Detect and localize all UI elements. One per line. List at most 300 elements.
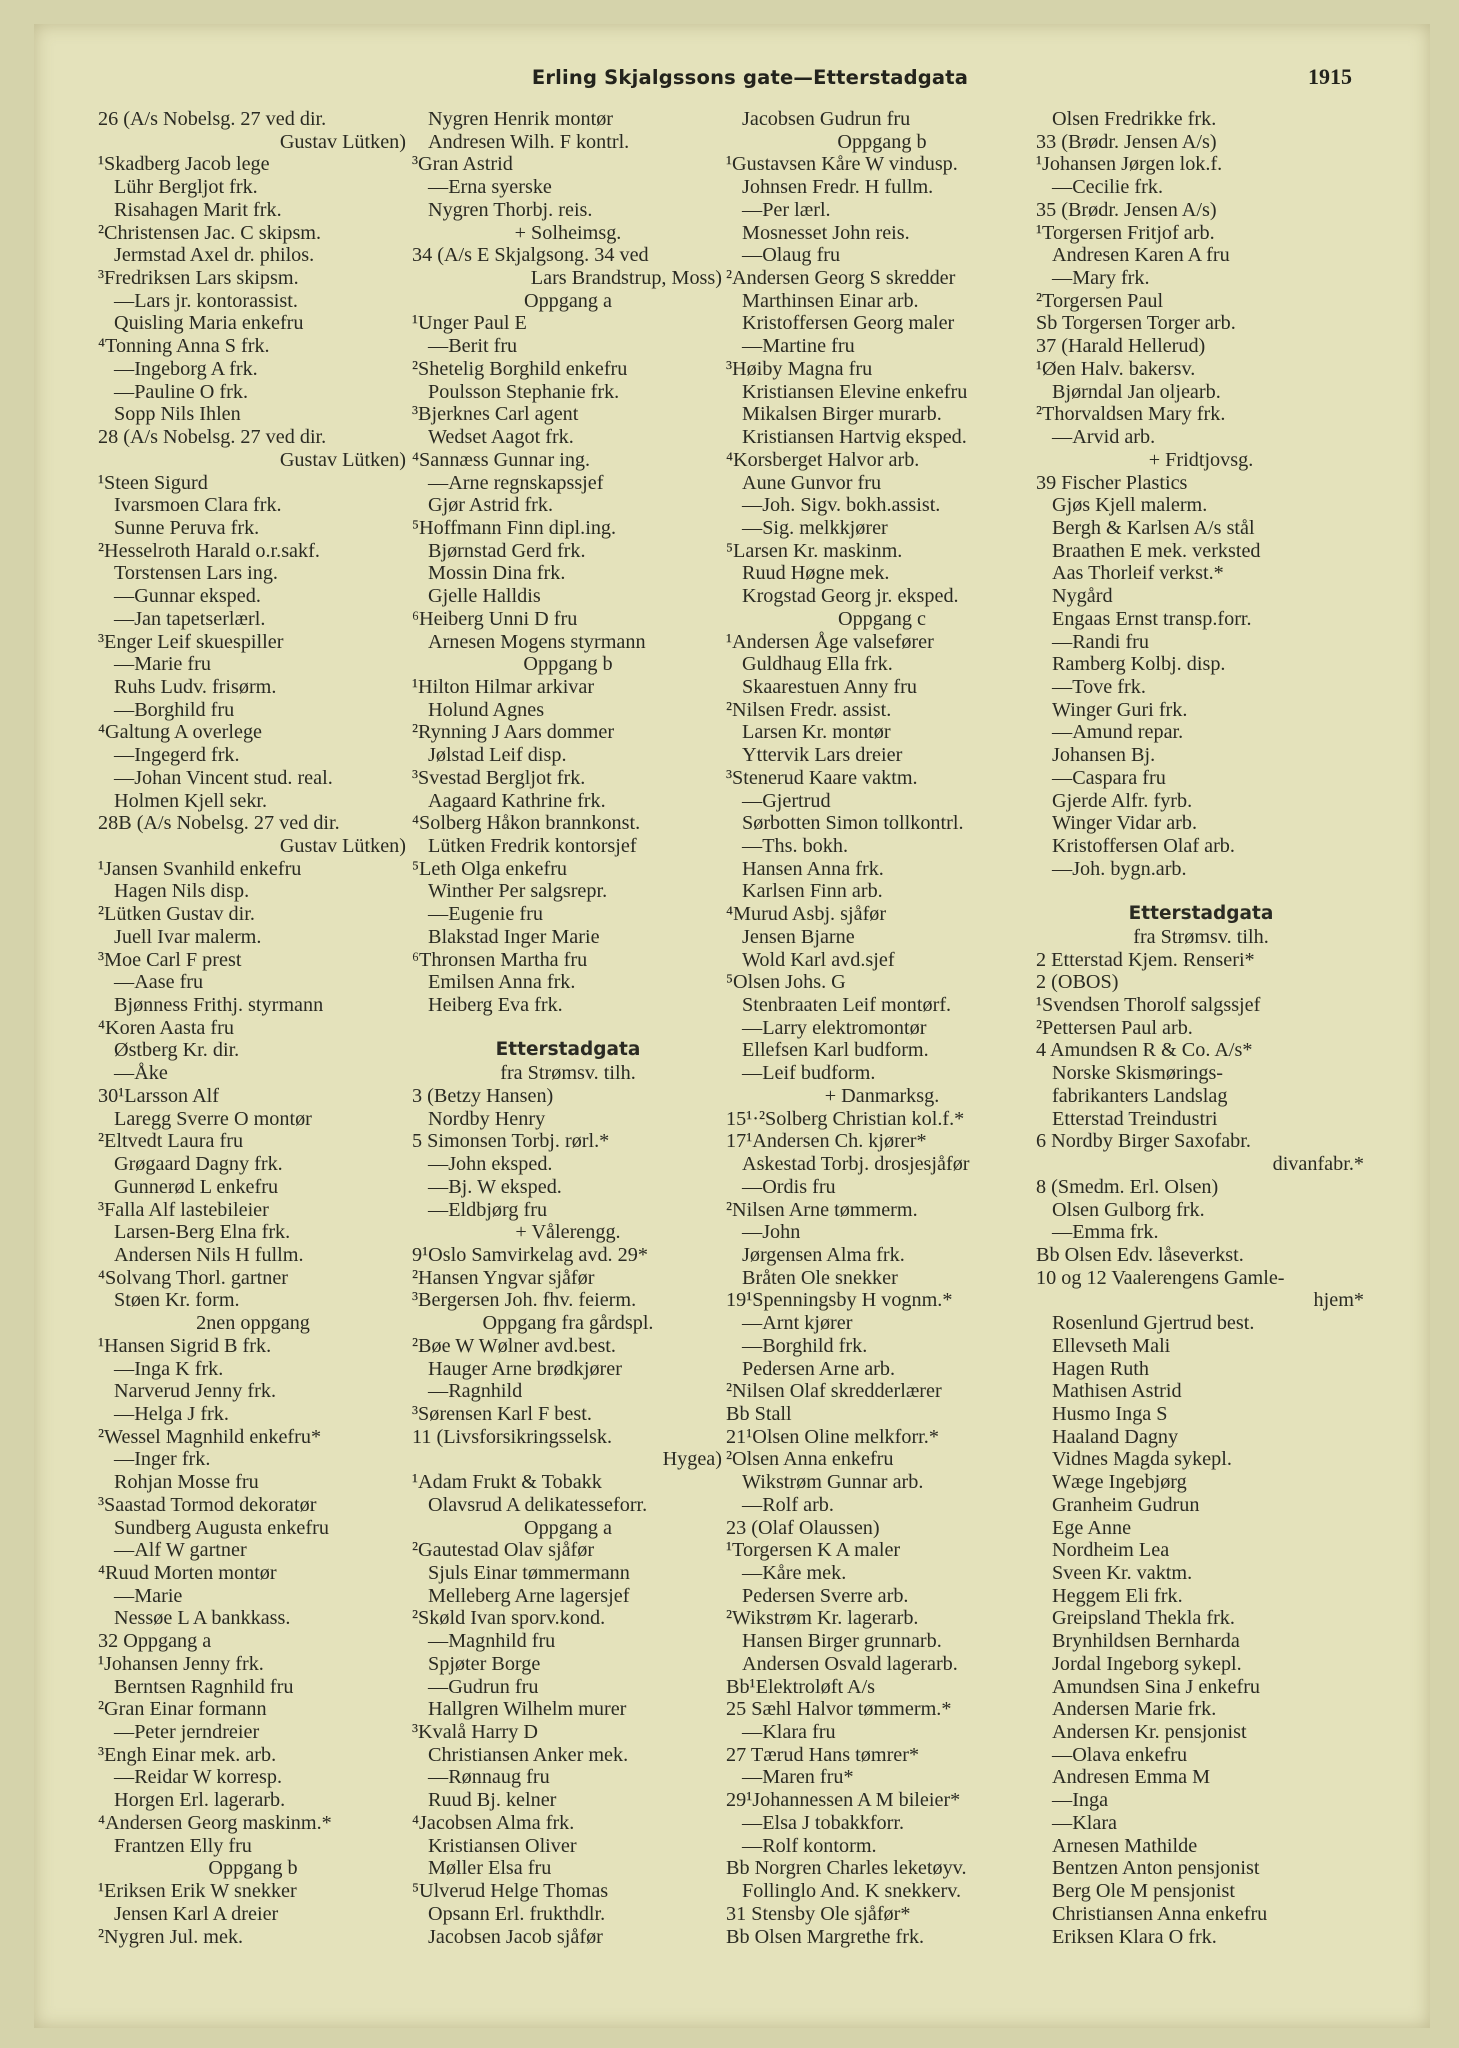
directory-entry [1036,880,1366,903]
directory-entry: hjem* [1313,1289,1364,1312]
directory-entry: ¹Hilton Hilmar arkivar [412,675,595,698]
directory-entry: —Alf W gartner [114,1539,247,1562]
directory-entry: Ivarsmoen Clara frk. [114,494,282,517]
directory-entry: Lühr Bergljot frk. [114,176,258,199]
directory-entry: Emilsen Anna frk. [428,971,576,994]
directory-entry: ²Thorvaldsen Mary frk. [1036,403,1226,426]
directory-entry: Christiansen Anker mek. [428,1743,629,1766]
directory-entry: Narverud Jenny frk. [114,1380,277,1403]
directory-entry: Oppgang b [837,130,927,153]
directory-entry: Nordheim Lea [1052,1539,1170,1562]
cross-street: + Vålerengg. [515,1221,621,1244]
directory-entry: Ramberg Kolbj. disp. [1052,653,1226,676]
directory-entry: Nessøe L A bankkass. [114,1607,291,1630]
directory-entry: —Ragnhild [428,1380,523,1403]
directory-entry: Kristiansen Elevine enkefru [742,380,968,403]
directory-entry: —Rønnaug fru [428,1766,550,1789]
directory-entry: 28 (A/s Nobelsg. 27 ved dir. [98,426,327,449]
directory-entry: Poulsson Stephanie frk. [428,380,620,403]
directory-entry: Olsen Fredrikke frk. [1052,108,1217,130]
directory-entry: 2 Etterstad Kjem. Renseri* [1036,948,1255,971]
directory-entry: ⁵Olsen Johs. G [726,971,846,994]
directory-entry: Heiberg Eva frk. [428,994,563,1017]
directory-entry: Haaland Dagny [1052,1425,1179,1448]
directory-entry: —Arne regnskapssjef [428,471,604,494]
directory-entry: Torstensen Lars ing. [114,562,278,585]
directory-entry: ²Hesselroth Harald o.r.sakf. [98,539,320,562]
directory-entry: 6 Nordby Birger Saxofabr. [1036,1130,1251,1153]
directory-entry: Spjøter Borge [428,1652,541,1675]
directory-entry: ²Nilsen Olaf skredderlærer [726,1380,942,1403]
directory-entry: Ellefsen Karl budform. [742,1039,929,1062]
directory-entry: Amundsen Sina J enkefru [1052,1675,1261,1698]
directory-entry: ³Høiby Magna fru [726,357,873,380]
directory-entry: Østberg Kr. dir. [114,1039,240,1062]
directory-entry: Christiansen Anna enkefru [1052,1902,1268,1925]
directory-entry: Aas Thorleif verkst.* [1052,562,1224,585]
directory-entry: Brynhildsen Bernharda [1052,1630,1240,1653]
directory-entry: —Tove frk. [1052,675,1146,698]
directory-entry: Mosnesset John reis. [742,221,910,244]
directory-entry: Bb¹Elektroløft A/s [726,1675,876,1698]
directory-entry: —Lars jr. kontorassist. [114,289,298,312]
directory-entry: Wold Karl avd.sjef [742,948,895,971]
directory-entry: Jensen Karl A dreier [114,1902,279,1925]
directory-entry: —Aase fru [114,971,204,994]
directory-entry: Bb Olsen Margrethe frk. [726,1925,925,1948]
directory-entry: ³Engh Einar mek. arb. [98,1743,277,1766]
directory-entry: ⁴Jacobsen Alma frk. [412,1811,575,1834]
directory-entry: 9¹Oslo Samvirkelag avd. 29* [412,1243,648,1266]
directory-entry: Bråten Ole snekker [742,1266,898,1289]
directory-entry: Bb Stall [726,1402,792,1425]
directory-entry: Johansen Bj. [1052,744,1156,767]
directory-entry: Follinglo And. K snekkerv. [742,1880,962,1903]
directory-entry: Holund Agnes [428,698,545,721]
directory-entry: Hagen Nils disp. [114,880,250,903]
directory-entry: 23 (Olaf Olaussen) [726,1516,880,1539]
directory-entry: ¹Jansen Svanhild enkefru [98,857,302,880]
directory-entry: —Maren fru* [742,1766,854,1789]
directory-entry: 4 Amundsen R & Co. A/s* [1036,1039,1253,1062]
directory-entry: —Inga K frk. [114,1357,224,1380]
directory-entry: —Gunnar eksped. [114,585,261,608]
directory-entry: Jølstad Leif disp. [428,744,567,767]
directory-entry [412,1017,724,1040]
directory-entry: Gjelle Halldis [428,585,541,608]
directory-entry: ²Christensen Jac. C skipsm. [98,221,322,244]
directory-entry: —Martine fru [742,335,855,358]
page-number: 1915 [1308,64,1352,89]
directory-entry: Vidnes Magda sykepl. [1052,1448,1232,1471]
directory-entry: 29¹Johannessen A M bileier* [726,1789,961,1812]
directory-entry: ¹Johansen Jenny frk. [98,1652,264,1675]
directory-entry: —Ths. bokh. [742,835,848,857]
directory-entry: —Magnhild fru [428,1630,556,1653]
directory-entry: Støen Kr. form. [114,1289,240,1312]
directory-entry: —Cecilie frk. [1052,176,1163,199]
directory-entry: ²Olsen Anna enkefru [726,1448,894,1471]
directory-entry: ⁴Solberg Håkon brannkonst. [412,812,641,835]
directory-entry: Hagen Ruth [1052,1357,1149,1380]
directory-entry: Kristiansen Oliver [428,1834,577,1857]
directory-entry: ³Fredriksen Lars skipsm. [98,267,299,290]
directory-entry: Marthinsen Einar arb. [742,289,919,312]
directory-entry: Jørgensen Alma frk. [742,1243,905,1266]
directory-entry: ⁴Koren Aasta fru [98,1016,234,1039]
directory-entry: Oppgang a [523,289,612,312]
directory-entry: Larsen-Berg Elna frk. [114,1221,291,1244]
directory-entry: Mathisen Astrid [1052,1380,1182,1403]
directory-entry: —Inger frk. [114,1448,211,1471]
directory-entry: Gustav Lütken) [279,448,406,471]
directory-entry: divanfabr.* [1272,1153,1364,1176]
directory-entry: Skaarestuen Anny fru [742,675,917,698]
directory-entry: 37 (Harald Hellerud) [1036,335,1206,358]
page-title: Erling Skjalgssons gate—Etterstadgata [531,66,969,89]
directory-entry: 15¹·²Solberg Christian kol.f.* [726,1107,965,1130]
directory-entry: 32 Oppgang a [98,1630,212,1653]
directory-entry: 21¹Olsen Oline melkforr.* [726,1425,939,1448]
directory-entry: Andersen Kr. pensjonist [1052,1721,1247,1744]
directory-entry: Mikalsen Birger murarb. [742,403,942,426]
directory-entry: —John [742,1221,801,1244]
directory-entry: ³Enger Leif skuespiller [98,630,284,653]
directory-entry: Andersen Osvald lagerarb. [742,1652,958,1675]
cross-street: + Fridtjovsg. [1148,448,1254,471]
directory-entry: —Åke [114,1062,168,1085]
directory-entry: 28B (A/s Nobelsg. 27 ved dir. [98,812,340,835]
directory-entry: ²Eltvedt Laura fru [98,1130,244,1153]
directory-entry: Andersen Nils H fullm. [114,1243,304,1266]
directory-entry: Nygren Henrik montør [428,108,614,130]
directory-entry: —Randi fru [1052,630,1149,653]
directory-entry: —Rolf kontorm. [742,1834,877,1857]
directory-entry: 19¹Spenningsby H vognm.* [726,1289,953,1312]
directory-entry: —Caspara fru [1052,766,1166,789]
directory-entry: Holmen Kjell sekr. [114,789,268,812]
cross-street: + Solheimsg. [514,221,622,244]
directory-entry: ⁴Korsberget Halvor arb. [726,448,920,471]
directory-entry: —Ingeborg A frk. [114,357,258,380]
directory-entry: Ruhs Ludv. frisørm. [114,675,277,698]
directory-entry: —Rolf arb. [742,1493,834,1516]
directory-entry: Hansen Birger grunnarb. [742,1630,942,1653]
directory-entry: Aagaard Kathrine frk. [428,789,606,812]
directory-entry: 26 (A/s Nobelsg. 27 ved dir. [98,108,327,130]
directory-entry: Arnesen Mathilde [1052,1834,1198,1857]
directory-entry: Sveen Kr. vaktm. [1052,1562,1193,1584]
directory-entry: Horgen Erl. lagerarb. [114,1789,286,1812]
directory-entry: Melleberg Arne lagersjef [428,1584,630,1607]
directory-entry: —Elsa J tobakkforr. [742,1811,905,1834]
directory-entry: ⁴Solvang Thorl. gartner [98,1266,288,1289]
directory-entry: ¹Johansen Jørgen lok.f. [1036,153,1223,176]
directory-entry: Bb Norgren Charles leketøyv. [726,1857,967,1880]
column-4 [1036,108,1366,1948]
directory-entry: Sjuls Einar tømmermann [428,1562,630,1584]
directory-entry: —Erna syerske [428,176,552,199]
directory-entry: 10 og 12 Vaalerengens Gamle- [1036,1266,1285,1289]
directory-entry: Engaas Ernst transp.forr. [1052,607,1252,630]
column-1 [98,108,408,1948]
directory-entry: —Emma frk. [1052,1221,1159,1244]
directory-entry: Nordby Henry [428,1107,546,1130]
directory-entry: ²Torgersen Paul [1036,289,1164,312]
directory-entry: ³Falla Alf lastebileier [98,1198,269,1221]
directory-entry: —Bj. W eksped. [428,1175,562,1198]
directory-entry: 39 Fischer Plastics [1036,471,1188,494]
directory-entry: 27 Tærud Hans tømrer* [726,1743,920,1766]
directory-entry: Pedersen Sverre arb. [742,1584,909,1607]
directory-entry: ¹Andersen Åge valsefører [726,630,934,653]
directory-entry: ³Kvalå Harry D [412,1721,539,1744]
directory-entry: Hansen Anna frk. [742,857,884,880]
directory-entry: —Helga J frk. [114,1402,229,1425]
directory-entry: Bergh & Karlsen A/s stål [1052,516,1255,539]
directory-entry: Jordal Ingeborg sykepl. [1052,1652,1242,1675]
directory-entry: Opsann Erl. frukthdlr. [428,1902,606,1925]
directory-entry: Andresen Wilh. F kontrl. [428,130,630,153]
directory-entry: Hauger Arne brødkjører [428,1357,622,1380]
directory-entry: —Klara fru [742,1721,836,1744]
directory-entry: —Joh. Sigv. bokh.assist. [742,494,941,517]
directory-entry: ³Sørensen Karl F best. [412,1402,592,1425]
directory-entry: ²Pettersen Paul arb. [1036,1016,1193,1039]
directory-entry: ²Rynning J Aars dommer [412,721,615,744]
directory-entry: Arnesen Mogens styrmann [428,630,646,653]
directory-entry: 31 Stensby Ole sjåfør* [726,1902,911,1925]
directory-entry: ⁴Galtung A overlege [98,721,263,744]
directory-entry: fabrikanters Landslag [1052,1084,1228,1107]
column-3 [726,108,1038,1948]
directory-entry: —Reidar W korresp. [114,1766,283,1789]
directory-entry: ²Bøe W Wølner avd.best. [412,1334,616,1357]
directory-entry: Heggem Eli frk. [1052,1584,1183,1607]
directory-entry: Askestad Torbj. drosjesjåfør [742,1153,970,1176]
directory-entry: —Marie fru [114,653,211,676]
directory-entry: 3 (Betzy Hansen) [412,1084,554,1107]
directory-entry: Winger Vidar arb. [1052,812,1198,835]
directory-entry: Oppgang a [523,1516,612,1539]
directory-entry: ²Shetelig Borghild enkefru [412,357,628,380]
directory-entry: Ellevseth Mali [1052,1334,1171,1357]
directory-entry: ²Hansen Yngvar sjåfør [412,1266,595,1289]
directory-entry: Olsen Gulborg frk. [1052,1198,1205,1221]
directory-entry: Kristoffersen Georg maler [742,312,955,335]
directory-entry: ³Gran Astrid [412,153,513,176]
directory-entry: ¹Svendsen Thorolf salgssjef [1036,994,1261,1017]
directory-entry: Jacobsen Gudrun fru [742,108,911,130]
directory-entry: ⁴Murud Asbj. sjåfør [726,903,887,926]
directory-entry: Yttervik Lars dreier [742,744,903,767]
directory-entry: Berntsen Ragnhild fru [114,1675,294,1698]
directory-entry: Nygård [1052,585,1113,608]
directory-entry: Juell Ivar malerm. [114,925,262,948]
directory-entry: Sørbotten Simon tollkontrl. [742,812,964,835]
directory-entry: Johnsen Fredr. H fullm. [742,176,934,199]
directory-entry: Lütken Fredrik kontorsjef [428,835,637,857]
directory-entry: Lars Brandstrup, Moss) [530,267,722,290]
directory-entry: ¹Torgersen K A maler [726,1539,901,1562]
directory-entry: ²Gautestad Olav sjåfør [412,1539,595,1562]
directory-entry: Gjøs Kjell malerm. [1052,494,1208,517]
directory-entry: —Eldbjørg fru [428,1198,548,1221]
directory-entry: Mossin Dina frk. [428,562,566,585]
directory-entry: —Inga [1052,1789,1109,1812]
directory-entry: 35 (Brødr. Jensen A/s) [1036,198,1217,221]
directory-entry: Quisling Maria enkefru [114,312,304,335]
directory-entry: Bentzen Anton pensjonist [1052,1857,1260,1880]
directory-entry: ³Moe Carl F prest [98,948,242,971]
directory-entry: Pedersen Arne arb. [742,1357,896,1380]
directory-entry: ¹Øen Halv. bakersv. [1036,357,1196,380]
directory-entry: Ruud Høgne mek. [742,562,890,585]
directory-entry: Sopp Nils Ihlen [114,403,241,426]
directory-entry: ¹Torgersen Fritjof arb. [1036,221,1215,244]
directory-entry: —Borghild frk. [742,1334,868,1357]
directory-entry: 5 Simonsen Torbj. rørl.* [412,1130,610,1153]
directory-entry: Husmo Inga S [1052,1402,1168,1425]
directory-entry: Winther Per salgsrepr. [428,880,608,903]
directory-entry: Kristiansen Hartvig eksped. [742,426,967,449]
directory-entry: Etterstad Treindustri [1052,1107,1218,1130]
directory-entry: ¹Gustavsen Kåre W vindusp. [726,153,958,176]
directory-entry: Andresen Emma M [1052,1766,1211,1789]
directory-entry: Jacobsen Jacob sjåfør [428,1925,603,1948]
directory-entry: Bjønness Frithj. styrmann [114,994,324,1017]
directory-entry: —Leif budform. [742,1062,876,1085]
directory-entry: —Gudrun fru [428,1675,539,1698]
directory-entry: Bjørndal Jan oljearb. [1052,380,1221,403]
directory-entry: ⁵Hoffmann Finn dipl.ing. [412,516,617,539]
directory-entry: —Arnt kjører [742,1312,853,1335]
directory-entry: —Arvid arb. [1052,426,1156,449]
directory-entry: ²Wikstrøm Kr. lagerarb. [726,1607,919,1630]
directory-entry: Stenbraaten Leif montørf. [742,994,952,1017]
directory-entry: ⁵Leth Olga enkefru [412,857,568,880]
directory-entry: —Gjertrud [742,789,831,812]
directory-entry: Bjørnstad Gerd frk. [428,539,586,562]
directory-entry: Granheim Gudrun [1052,1493,1200,1516]
directory-entry: Møller Elsa fru [428,1857,552,1880]
directory-entry: Gustav Lütken) [279,835,406,857]
directory-entry: ²Lütken Gustav dir. [98,903,255,926]
directory-entry: 11 (Livsforsikringsselsk. [412,1425,612,1448]
directory-entry: ⁶Heiberg Unni D fru [412,607,578,630]
directory-entry: Eriksen Klara O frk. [1052,1925,1217,1948]
directory-entry: Risahagen Marit frk. [114,198,282,221]
cross-street: + Danmarksg. [824,1084,940,1107]
directory-entry: Larsen Kr. montør [742,721,891,744]
directory-entry: ³Saastad Tormod dekoratør [98,1493,317,1516]
directory-entry: Jermstad Axel dr. philos. [114,244,315,267]
directory-entry: —Kåre mek. [742,1562,847,1584]
directory-entry: ¹Adam Frukt & Tobakk [412,1471,602,1494]
directory-entry: —Larry elektromontør [742,1016,927,1039]
directory-entry: 8 (Smedm. Erl. Olsen) [1036,1175,1219,1198]
directory-entry: —Olava enkefru [1052,1743,1188,1766]
directory-entry: Karlsen Finn arb. [742,880,883,903]
directory-entry: —Per lærl. [742,198,831,221]
directory-entry: —Marie [114,1584,183,1607]
directory-entry: —Klara [1052,1811,1118,1834]
directory-entry: ³Bergersen Joh. fhv. feierm. [412,1289,637,1312]
directory-entry: 33 (Brødr. Jensen A/s) [1036,130,1217,153]
directory-entry: Olavsrud A delikatesseforr. [428,1493,648,1516]
directory-entry: ²Nilsen Arne tømmerm. [726,1198,918,1221]
directory-entry: Gunnerød L enkefru [114,1175,279,1198]
directory-entry: 34 (A/s E Skjalgsong. 34 ved [412,244,649,267]
directory-entry: Ruud Bj. kelner [428,1789,557,1812]
directory-entry: —Mary frk. [1052,267,1150,290]
directory-entry: Grøgaard Dagny frk. [114,1153,283,1176]
directory-entry: ¹Steen Sigurd [98,471,208,494]
directory-entry: Wæge Ingebjørg [1052,1471,1187,1494]
directory-entry: Blakstad Inger Marie [428,925,600,948]
directory-entry: Wikstrøm Gunnar arb. [742,1471,924,1494]
directory-entry: Gjerde Alfr. fyrb. [1052,789,1193,812]
directory-entry: Frantzen Elly fru [114,1834,252,1857]
directory-entry: Krogstad Georg jr. eksped. [742,585,959,608]
directory-entry: Greipsland Thekla frk. [1052,1607,1235,1630]
directory-entry: Andresen Karen A fru [1052,244,1230,267]
directory-entry: Rohjan Mosse fru [114,1471,259,1494]
section-heading: Etterstadgata [1128,903,1274,925]
column-2 [412,108,724,1948]
directory-entry: Sundberg Augusta enkefru [114,1516,329,1539]
directory-entry: 25 Sæhl Halvor tømmerm.* [726,1698,952,1721]
directory-entry: —Eugenie fru [428,903,543,926]
directory-entry: —Borghild fru [114,698,235,721]
directory-entry: Gjør Astrid frk. [428,494,554,517]
directory-entry: Oppgang b [208,1857,298,1880]
directory-entry: Guldhaug Ella frk. [742,653,893,676]
directory-entry: —John eksped. [428,1153,553,1176]
directory-entry: Ege Anne [1052,1516,1132,1539]
directory-entry: ⁴Tonning Anna S frk. [98,335,270,358]
directory-entry: Sb Torgersen Torger arb. [1036,312,1236,335]
directory-entry: —Olaug fru [742,244,841,267]
directory-entry: —Berit fru [428,335,518,358]
directory-entry: ³Bjerknes Carl agent [412,403,579,426]
directory-entry: Jensen Bjarne [742,925,855,948]
directory-entry: Norske Skismørings- [1052,1062,1224,1085]
directory-entry: fra Strømsv. tilh. [500,1062,636,1085]
directory-entry: —Joh. bygn.arb. [1052,857,1187,880]
directory-entry: ²Wessel Magnhild enkefru* [98,1425,322,1448]
directory-entry: Kristoffersen Olaf arb. [1052,835,1235,857]
directory-entry: Oppgang b [523,653,613,676]
directory-entry: —Jan tapetserlærl. [114,607,266,630]
directory-entry: ¹Unger Paul E [412,312,527,335]
directory-entry: ²Skøld Ivan sporv.kond. [412,1607,606,1630]
directory-entry: Winger Guri frk. [1052,698,1188,721]
directory-entry: —Amund repar. [1052,721,1184,744]
directory-entry: ⁵Ulverud Helge Thomas [412,1880,609,1903]
directory-entry: 17¹Andersen Ch. kjører* [726,1130,927,1153]
directory-entry: 2 (OBOS) [1036,971,1119,994]
directory-entry: ²Gran Einar formann [98,1698,267,1721]
directory-entry: Wedset Aagot frk. [428,426,574,449]
directory-entry: Rosenlund Gjertrud best. [1052,1312,1255,1335]
directory-entry: Berg Ole M pensjonist [1052,1880,1235,1903]
directory-entry: 30¹Larsson Alf [98,1084,219,1107]
directory-entry: Andersen Marie frk. [1052,1698,1217,1721]
directory-entry: —Johan Vincent stud. real. [114,766,333,789]
directory-entry: ⁴Sannæss Gunnar ing. [412,448,591,471]
directory-entry: ³Svestad Bergljot frk. [412,766,586,789]
